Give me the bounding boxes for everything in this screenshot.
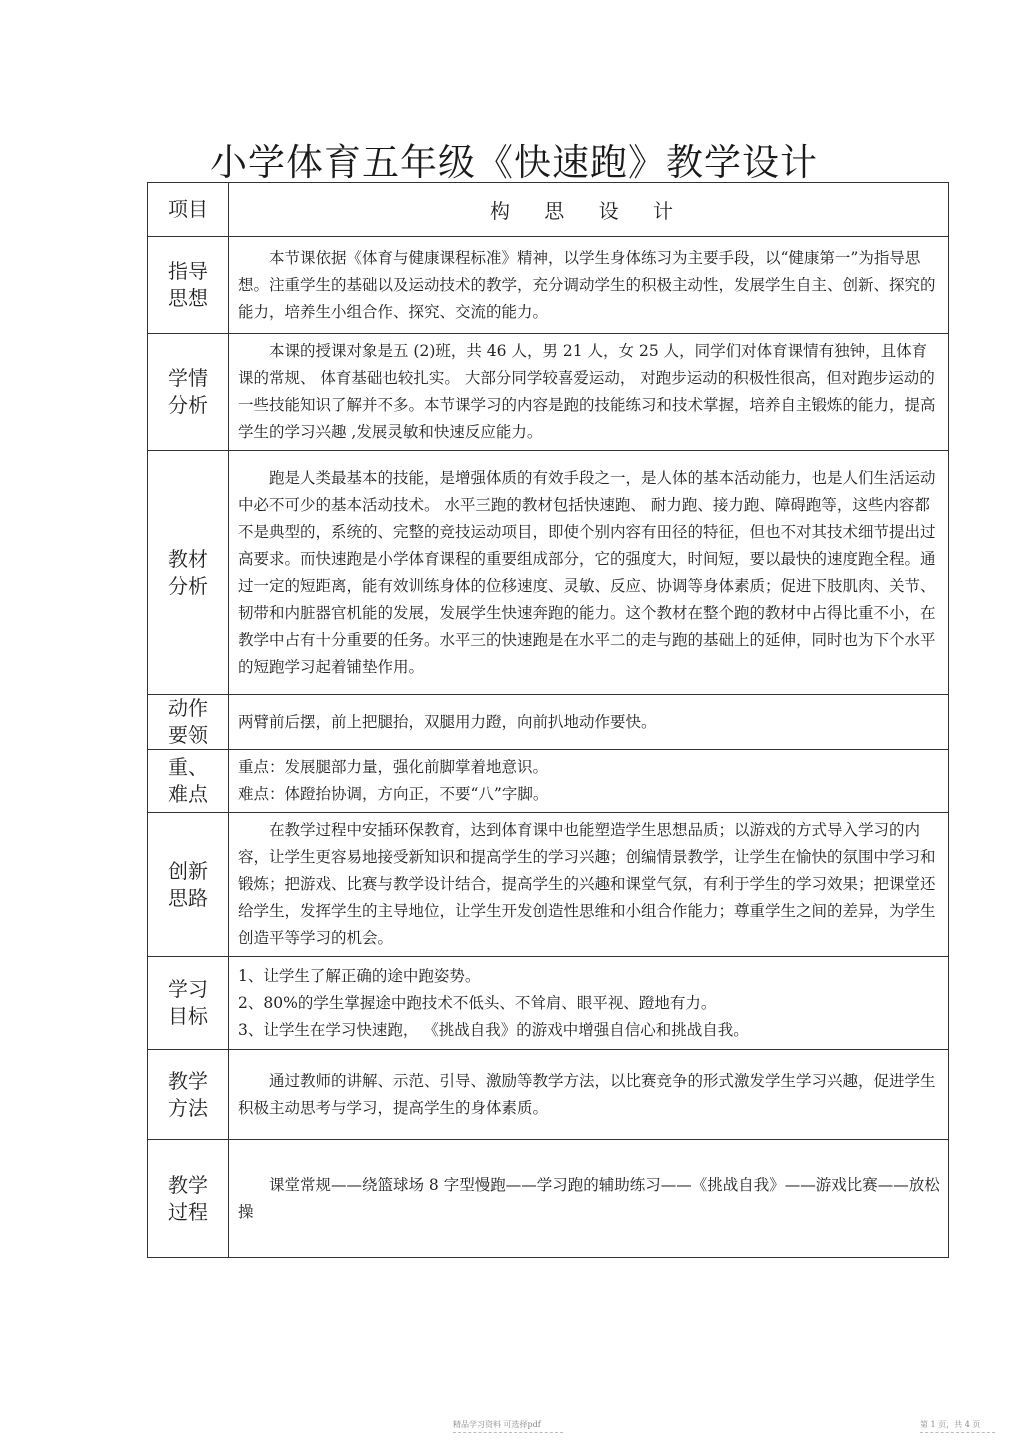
row-innovation <box>148 813 949 957</box>
row-learning-goals <box>148 957 949 1050</box>
row-content: 在教学过程中安插环保教育，达到体育课中也能塑造学生思想品质；以游戏的方式导入学习的内容，让学生更容易地接受新知识和提高学生的学习兴趣；创编情景教学，让学生在愉快的氛围中学习和锻炼；把游戏、比赛与教学设计结合，提高学生的兴趣和课堂气氛，有利于学生的学习效果；把课堂还给学生，发挥学生的主导地位，让学生开发创造性思维和小组合作能力；尊重学生之间的差异，为学生创造平等学习的机会。 <box>229 813 949 957</box>
row-label: 教材 分析 <box>148 451 229 695</box>
header-design-cell: 构 思 设 计 <box>229 183 949 237</box>
row-content: 两臂前后摆，前上把腿抬，双腿用力蹬，向前扒地动作要快。 <box>229 695 949 750</box>
row-label: 学习 目标 <box>148 957 229 1050</box>
row-label: 教学 方法 <box>148 1050 229 1140</box>
footer-divider <box>453 1432 563 1433</box>
row-content: 本节课依据《体育与健康课程标准》精神，以学生身体练习为主要手段，以“健康第一”为指导思想。注重学生的基础以及运动技术的教学，充分调动学生的积极主动性，发展学生自主、创新、探究的能力，培养生小组合作、探究、交流的能力。 <box>229 237 949 334</box>
row-key-points <box>148 750 949 813</box>
row-label: 创新 思路 <box>148 813 229 957</box>
row-guiding-idea <box>148 237 949 334</box>
row-teaching-process <box>148 1140 949 1258</box>
row-content: 1、让学生了解正确的途中跑姿势。 2、80%的学生掌握途中跑技术不低头、不耸肩、眼平视、蹬地有力。 3、让学生在学习快速跑， 《挑战自我》的游戏中增强自信心和挑战自我。 <box>229 957 949 1050</box>
footer-watermark-text: 精品学习资料 可选择pdf <box>453 1420 541 1429</box>
header-item-cell: 项目 <box>148 183 229 237</box>
row-material-analysis <box>148 451 949 695</box>
footer-page-number: 第 1 页，共 4 页 <box>920 1420 981 1429</box>
row-teaching-method <box>148 1050 949 1140</box>
row-content: 重点：发展腿部力量，强化前脚掌着地意识。 难点：体蹬抬协调，方向正，不要“八”字脚。 <box>229 750 949 813</box>
row-label: 教学 过程 <box>148 1140 229 1258</box>
row-action-essentials <box>148 695 949 750</box>
table-header-row <box>148 183 949 237</box>
lesson-plan-table <box>147 182 949 1258</box>
page-title: 小学体育五年级《快速跑》教学设计 <box>210 141 818 184</box>
footer-divider <box>920 1432 995 1433</box>
row-label: 动作 要领 <box>148 695 229 750</box>
row-content: 通过教师的讲解、示范、引导、激励等教学方法，以比赛竞争的形式激发学生学习兴趣，促进学生积极主动思考与学习，提高学生的身体素质。 <box>229 1050 949 1140</box>
row-label: 指导 思想 <box>148 237 229 334</box>
row-content: 课堂常规——绕篮球场 8 字型慢跑——学习跑的辅助练习——《挑战自我》——游戏比赛——放松操 <box>229 1140 949 1258</box>
row-content: 跑是人类最基本的技能，是增强体质的有效手段之一，是人体的基本活动能力，也是人们生活运动中必不可少的基本活动技术。 水平三跑的教材包括快速跑、 耐力跑、接力跑、障碍跑等，这些内容都不是典型的，系统的、完整的竞技运动项目，即使个别内容有田径的特征，但也不对其技术细节提出过高要求。而快速跑是小学体育课程的重要组成部分，它的强度大，时间短，要以最快的速度跑全程。通过一定的短距离，能有效训练身体的位移速度、灵敏、反应、协调等身体素质；促进下肢肌肉、关节、韧带和内脏器官机能的发展，发展学生快速奔跑的能力。这个教材在整个跑的教材中占得比重不小，在教学中占有十分重要的任务。水平三的快速跑是在水平二的走与跑的基础上的延伸，同时也为下个水平的短跑学习起着铺垫作用。 <box>229 451 949 695</box>
row-content: 本课的授课对象是五 (2)班，共 46 人，男 21 人，女 25 人，同学们对体育课情有独钟，且体育课的常规、 体育基础也较扎实。 大部分同学较喜爱运动， 对跑步运动的积极性很高，但对跑步运动的一些技能知识了解并不多。本节课学习的内容是跑的技能练习和技术掌握，培养自主锻炼的能力，提高学生的学习兴趣 ,发展灵敏和快速反应能力。 <box>229 334 949 451</box>
row-label: 学情 分析 <box>148 334 229 451</box>
row-label: 重、 难点 <box>148 750 229 813</box>
row-student-analysis <box>148 334 949 451</box>
